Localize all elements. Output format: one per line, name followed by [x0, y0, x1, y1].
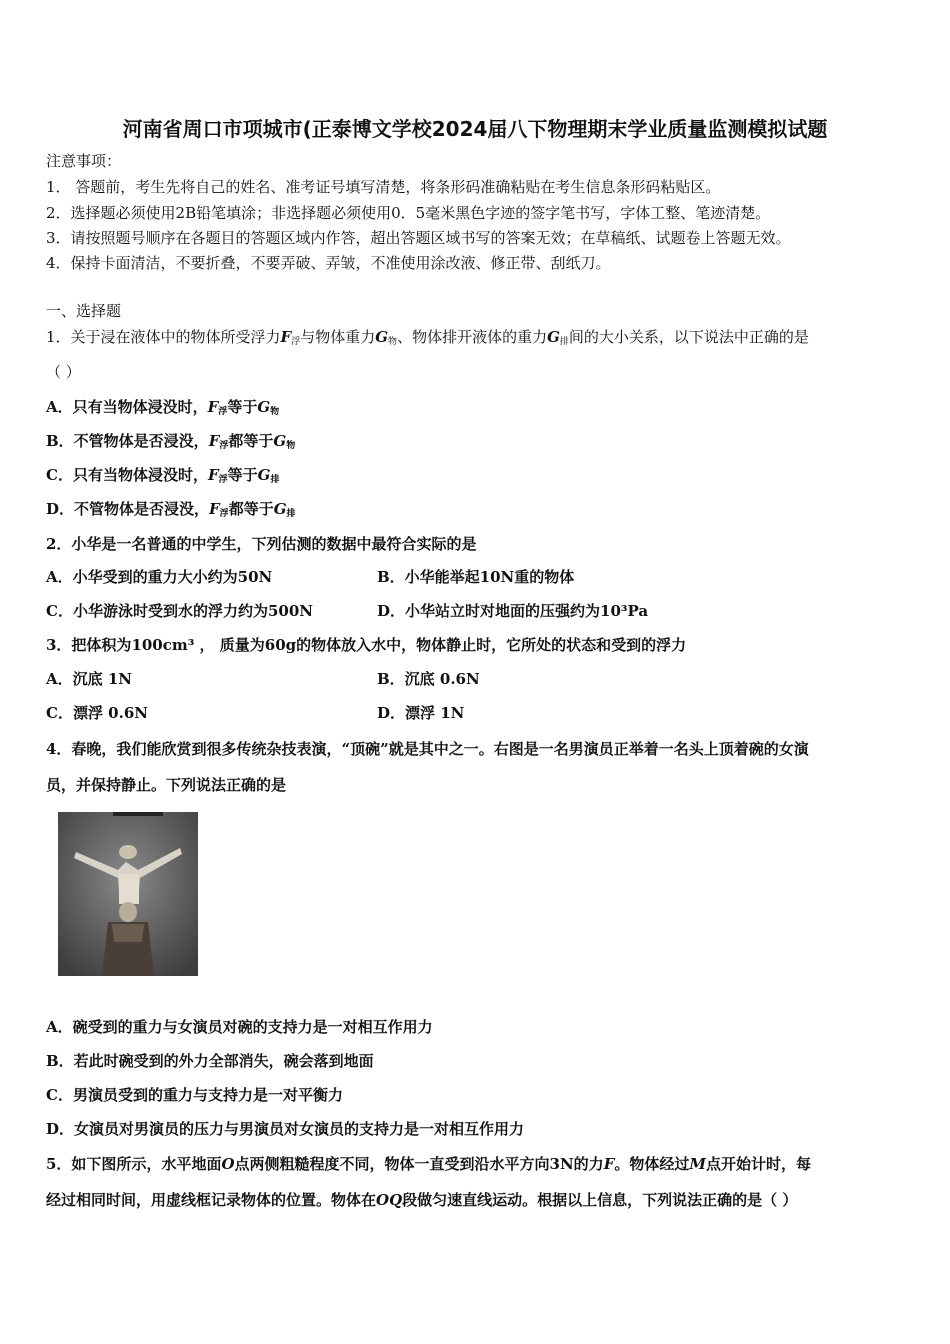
notice-item-3: 3．请按照题号顺序在各题目的答题区域内作答，超出答题区域书写的答案无效；在草稿纸、试题卷上答题无效。: [46, 229, 791, 247]
q4-option-a: A．碗受到的重力与女演员对碗的支持力是一对相互作用力: [46, 1018, 433, 1036]
q3-option-b: B．沉底 0.6N: [377, 670, 480, 688]
q5-stem-line2: 经过相同时间，用虚线框记录物体的位置。物体在OQ段做匀速直线运动。根据以上信息，下列说法正确的是（ ）: [46, 1191, 798, 1209]
q4-option-c: C．男演员受到的重力与支持力是一对平衡力: [46, 1086, 343, 1104]
q3-option-a: A．沉底 1N: [46, 670, 133, 688]
q4-option-b: B．若此时碗受到的外力全部消失，碗会落到地面: [46, 1052, 374, 1070]
q1-option-c: C．只有当物体浸没时，$F_浮$等于$G_排$: [46, 466, 280, 485]
q1-option-b: B．不管物体是否浸没，$F_浮$都等于$G_物$: [46, 432, 296, 451]
q2-option-a: A．小华受到的重力大小约为50N: [46, 568, 273, 586]
q3-stem: 3．把体积为100cm³ ， 质量为60g的物体放入水中，物体静止时，它所处的状态和受到的浮力: [46, 636, 687, 654]
q4-option-d: D．女演员对男演员的压力与男演员对女演员的支持力是一对相互作用力: [46, 1120, 525, 1138]
q4-stem-line2: 员，并保持静止。下列说法正确的是: [46, 776, 287, 794]
acrobat-photo: [58, 812, 198, 976]
notice-item-1: 1． 答题前，考生先将自己的姓名、准考证号填写清楚，将条形码准确粘贴在考生信息条形码粘贴区。: [46, 178, 721, 196]
page-title: 河南省周口市项城市(正泰博文学校2024届八下物理期末学业质量监测模拟试题: [122, 117, 828, 141]
q1-bracket: （ ）: [46, 363, 81, 381]
q2-option-b: B．小华能举起10N重的物体: [377, 568, 575, 586]
q5-stem-line1: 5．如下图所示，水平地面O点两侧粗糙程度不同，物体一直受到沿水平方向3N的力F。物体经过M点开始计时，每: [46, 1155, 811, 1173]
q2-option-c: C．小华游泳时受到水的浮力约为500N: [46, 602, 313, 620]
q4-stem-line1: 4．春晚，我们能欣赏到很多传统杂技表演，“顶碗”就是其中之一。右图是一名男演员正举着一名头上顶着碗的女演: [46, 740, 809, 758]
q2-option-d: D．小华站立时对地面的压强约为10³Pa: [377, 602, 649, 620]
q2-stem: 2．小华是一名普通的中学生，下列估测的数据中最符合实际的是: [46, 535, 477, 553]
q3-option-d: D．漂浮 1N: [377, 704, 465, 722]
q1-option-d: D．不管物体是否浸没，$F_浮$都等于$G_排$: [46, 500, 296, 519]
notice-item-4: 4．保持卡面清洁，不要折叠，不要弄破、弄皱，不准使用涂改液、修正带、刮纸刀。: [46, 254, 611, 272]
q3-option-c: C．漂浮 0.6N: [46, 704, 148, 722]
q1-option-a: A．只有当物体浸没时，$F_浮$等于$G_物$: [46, 398, 280, 417]
section-heading: 一、选择题: [46, 302, 122, 320]
q1-stem: 1．关于浸在液体中的物体所受浮力$F_浮$与物体重力$G_物$、物体排开液体的重力$G_排$间的大小关系，以下说法中正确的是: [46, 328, 809, 347]
notice-item-2: 2．选择题必须使用2B铅笔填涂；非选择题必须使用0．5毫米黑色字迹的签字笔书写，字体工整、笔迹清楚。: [46, 204, 771, 222]
notice-heading: 注意事项：: [46, 152, 122, 170]
